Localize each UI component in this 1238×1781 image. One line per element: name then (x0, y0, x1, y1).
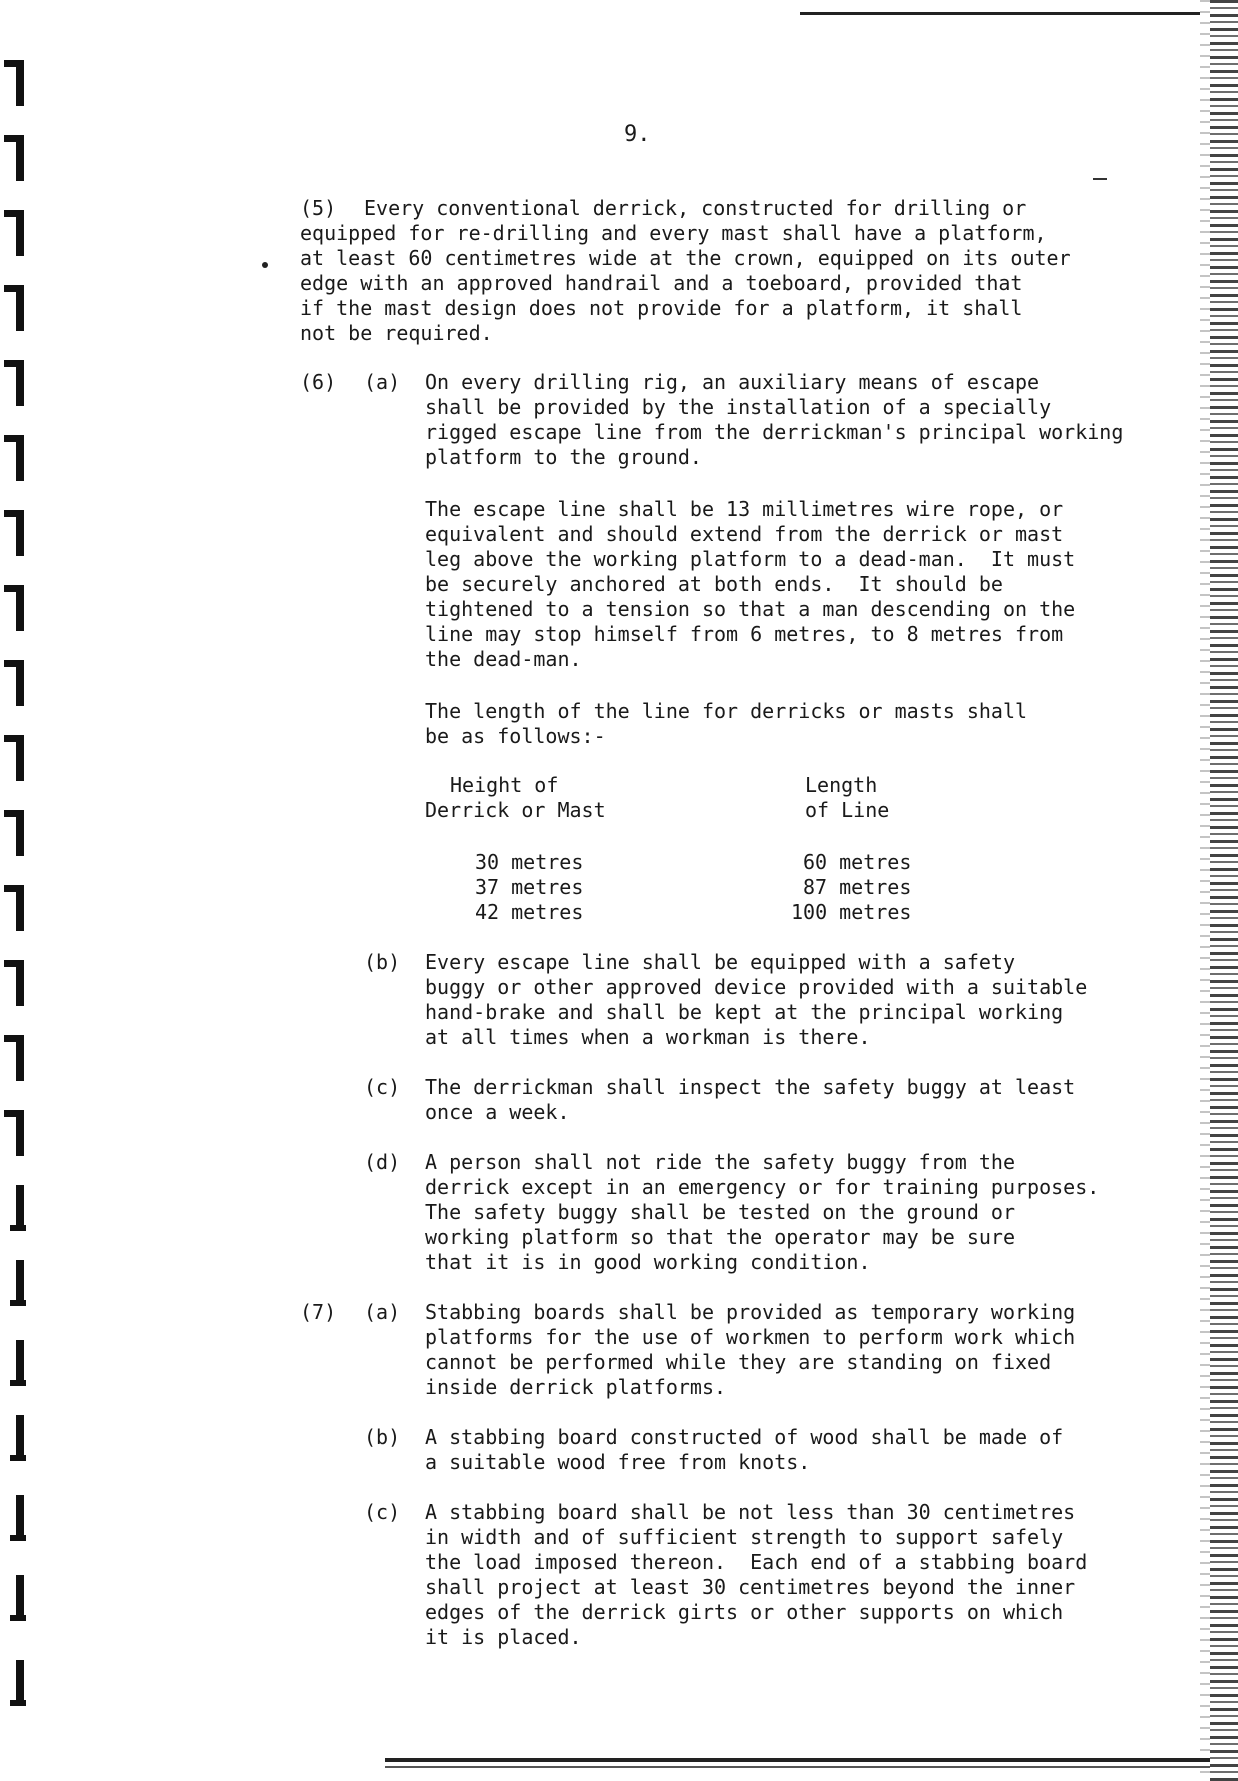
para-7c-line: edges of the derrick girts or other supports on which (425, 1600, 1064, 1624)
para-6b-line: buggy or other approved device provided with a suitable (425, 975, 1088, 999)
para-6-label: (6) (300, 370, 337, 394)
para-6a-line: On every drilling rig, an auxiliary means of escape (425, 370, 1040, 394)
bottom-scan-rule (385, 1766, 1210, 1768)
binding-mark (4, 1035, 26, 1085)
para-6c-label: (c) (364, 1075, 401, 1099)
binding-mark (4, 1340, 26, 1390)
para-7a-line: cannot be performed while they are standing on fixed (425, 1350, 1052, 1374)
table-cell-length: 60 metres (803, 850, 912, 874)
para-6a-cont-line: the dead-man. (425, 647, 582, 671)
para-6a-cont-line: be as follows:- (425, 724, 606, 748)
binding-mark (4, 810, 26, 860)
para-7b-line: A stabbing board constructed of wood shall be made of (425, 1425, 1064, 1449)
para-7c-line: A stabbing board shall be not less than 30 centimetres (425, 1500, 1076, 1524)
table-header-height: Height of (450, 773, 559, 797)
binding-mark (4, 135, 26, 185)
para-7a-line: inside derrick platforms. (425, 1375, 727, 1399)
para-7b-line: a suitable wood free from knots. (425, 1450, 811, 1474)
para-7c-line: the load imposed thereon. Each end of a stabbing board (425, 1550, 1088, 1574)
binding-mark (4, 1575, 26, 1625)
para-7c-line: in width and of sufficient strength to support safely (425, 1525, 1064, 1549)
para-5-line: edge with an approved handrail and a toeboard, provided that (300, 271, 1023, 295)
binding-mark (4, 885, 26, 935)
para-6a-cont-line: tightened to a tension so that a man descending on the (425, 597, 1076, 621)
para-6d-line: The safety buggy shall be tested on the ground or (425, 1200, 1016, 1224)
para-5-line: equipped for re-drilling and every mast shall have a platform, (300, 221, 1047, 245)
para-5-line: at least 60 centimetres wide at the crown, equipped on its outer (300, 246, 1071, 270)
para-6d-label: (d) (364, 1150, 401, 1174)
table-header-length: Length (805, 773, 878, 797)
para-7-label: (7) (300, 1300, 337, 1324)
binding-mark (4, 435, 26, 485)
table-header-length: of Line (805, 798, 890, 822)
para-6a-label: (a) (364, 370, 401, 394)
para-6b-label: (b) (364, 950, 401, 974)
binding-mark (4, 735, 26, 785)
para-6a-cont-line: The escape line shall be 13 millimetres wire rope, or (425, 497, 1064, 521)
binding-mark (4, 510, 26, 560)
page-number: 9. (624, 122, 651, 147)
binding-mark (4, 960, 26, 1010)
para-6c-line: The derrickman shall inspect the safety buggy at least (425, 1075, 1076, 1099)
para-6a-line: shall be provided by the installation of a specially (425, 395, 1052, 419)
binding-mark (4, 210, 26, 260)
binding-mark (4, 1185, 26, 1235)
binding-mark (4, 585, 26, 635)
table-cell-length: 100 metres (791, 900, 912, 924)
para-7c-line: it is placed. (425, 1625, 582, 1649)
binding-mark (4, 1110, 26, 1160)
para-6a-cont-line: line may stop himself from 6 metres, to 8 metres from (425, 622, 1064, 646)
para-6b-line: hand-brake and shall be kept at the principal working (425, 1000, 1064, 1024)
para-5-label: (5) (300, 196, 337, 220)
binding-mark (4, 1660, 26, 1710)
para-7c-line: shall project at least 30 centimetres beyond the inner (425, 1575, 1076, 1599)
para-6a-cont-line: be securely anchored at both ends. It should be (425, 572, 1003, 596)
binding-mark (4, 1415, 26, 1465)
top-scan-rule (800, 12, 1200, 15)
para-6b-line: Every escape line shall be equipped with a safety (425, 950, 1016, 974)
para-6d-line: derrick except in an emergency or for training purposes. (425, 1175, 1100, 1199)
para-7a-line: platforms for the use of workmen to perform work which (425, 1325, 1076, 1349)
binding-mark (4, 60, 26, 110)
right-scan-edge-inner (1200, 0, 1210, 1781)
para-7c-label: (c) (364, 1500, 401, 1524)
para-6a-line: rigged escape line from the derrickman's principal working (425, 420, 1124, 444)
para-6a-cont-line: The length of the line for derricks or masts shall (425, 699, 1028, 723)
para-5-line: Every conventional derrick, constructed for drilling or (364, 196, 1027, 220)
table-cell-length: 87 metres (803, 875, 912, 899)
para-6d-line: A person shall not ride the safety buggy from the (425, 1150, 1016, 1174)
para-7a-label: (a) (364, 1300, 401, 1324)
para-6a-line: platform to the ground. (425, 445, 702, 469)
para-6b-line: at all times when a workman is there. (425, 1025, 871, 1049)
table-cell-height: 42 metres (475, 900, 584, 924)
right-scan-edge (1210, 0, 1238, 1781)
table-header-height: Derrick or Mast (425, 798, 606, 822)
para-6a-cont-line: leg above the working platform to a dead-man. It must (425, 547, 1076, 571)
binding-mark (4, 360, 26, 410)
para-6d-line: working platform so that the operator may be sure (425, 1225, 1016, 1249)
para-7b-label: (b) (364, 1425, 401, 1449)
table-cell-height: 30 metres (475, 850, 584, 874)
para-5-line: not be required. (300, 321, 493, 345)
para-6d-line: that it is in good working condition. (425, 1250, 871, 1274)
para-7a-line: Stabbing boards shall be provided as temporary working (425, 1300, 1076, 1324)
bottom-scan-rule (385, 1758, 1210, 1762)
margin-dot-mark (262, 262, 268, 268)
para-6a-cont-line: equivalent and should extend from the derrick or mast (425, 522, 1064, 546)
para-5-line: if the mast design does not provide for a platform, it shall (300, 296, 1023, 320)
binding-mark (4, 1495, 26, 1545)
table-cell-height: 37 metres (475, 875, 584, 899)
binding-mark (4, 1260, 26, 1310)
binding-mark (4, 660, 26, 710)
binding-mark (4, 285, 26, 335)
margin-dash-mark (1093, 178, 1107, 180)
para-6c-line: once a week. (425, 1100, 570, 1124)
